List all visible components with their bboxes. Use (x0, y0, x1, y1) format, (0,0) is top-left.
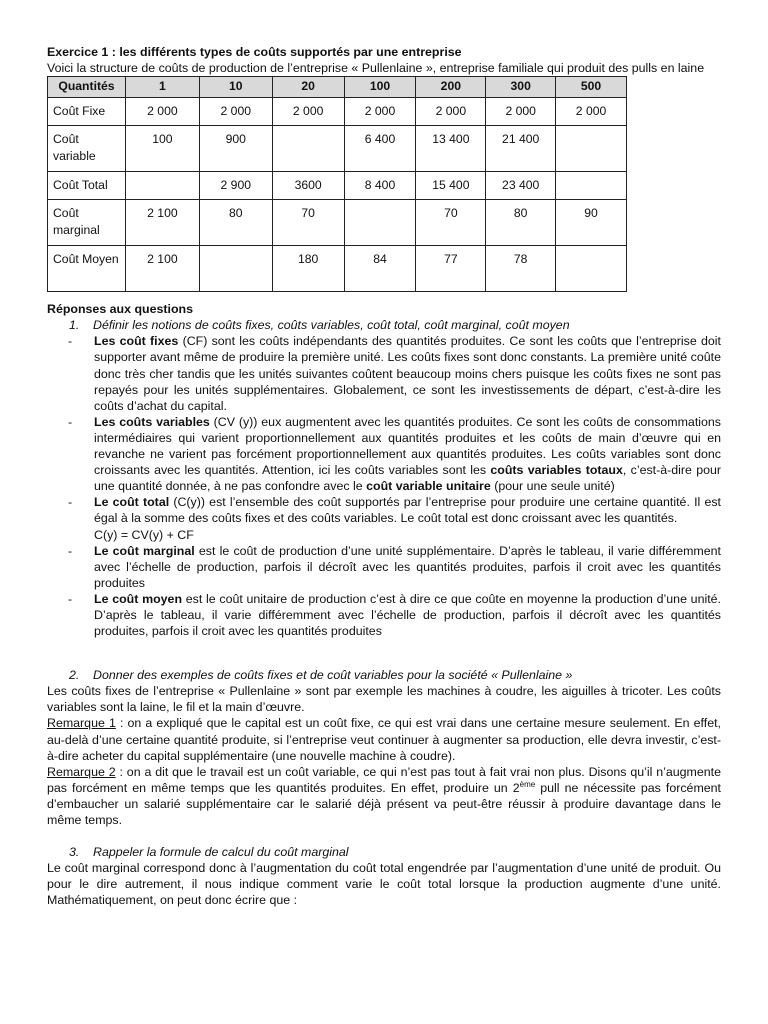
table-cell (344, 200, 416, 246)
remark-label: Remarque 1 (47, 716, 116, 731)
table-cell: 23 400 (486, 172, 556, 200)
definition-text: (C(y)) est l’ensemble des coût supportés par l’entreprise pour produire une certaine quantité. Il est égal à la somme des coûts fixes et des coûts variables. Le coût total est donc croissant avec les quantités. (94, 495, 721, 526)
costs-table (47, 76, 627, 292)
question-text: Définir les notions de coûts fixes, coûts variables, coût total, coût marginal, coût moyen (93, 318, 570, 333)
table-cell: 2 000 (486, 98, 556, 126)
definition-text: , c’est-à-dire pour une quantité donnée, à ne pas confondre avec le (94, 463, 721, 494)
table-cell: 2 000 (556, 98, 627, 126)
definition-text: est le coût de production d’une unité supplémentaire. D’après le tableau, il varie différemment avec l’échelle de production, parfois il décroît avec les quantités produites, parfois il croit avec les quantités produites (94, 543, 721, 590)
question-1 (47, 317, 721, 333)
table-cell: 900 (199, 126, 272, 172)
table-header-cell: 20 (272, 77, 344, 98)
document-page (47, 44, 721, 908)
list-item (47, 333, 721, 413)
superscript: ème (519, 779, 536, 789)
table-header-cell: 1 (125, 77, 199, 98)
table-row (48, 98, 627, 126)
table-cell: 70 (272, 200, 344, 246)
question-text: Donner des exemples de coûts fixes et de coût variables pour la société « Pullenlaine » (93, 668, 573, 683)
exercise-intro: Voici la structure de coûts de production de l’entreprise « Pullenlaine », entreprise familiale qui produit des pulls en laine (47, 61, 705, 76)
table-cell: 8 400 (344, 172, 416, 200)
definition-text: est le coût unitaire de production c’est à dire ce que coûte en moyenne la production d’une unité. D’après le tableau, il varie différemment avec l’échelle de production, parfois il décroît avec les quantités produites, parfois il croit avec les quantités produites (94, 591, 721, 639)
table-header-cell: 500 (556, 77, 627, 98)
bullet-dash: - (68, 495, 73, 510)
row-label: Coût Moyen (48, 246, 126, 292)
term: Le coût total (94, 495, 170, 510)
table-cell: 2 000 (344, 98, 416, 126)
table-cell: 78 (486, 246, 556, 292)
term: Les coût fixes (94, 334, 179, 349)
table-header-cell: 10 (199, 77, 272, 98)
table-cell: 77 (416, 246, 486, 292)
table-cell: 6 400 (344, 126, 416, 172)
question-number: 3. (69, 845, 80, 860)
table-cell (556, 126, 627, 172)
list-item (47, 494, 721, 542)
bullet-dash: - (68, 591, 73, 606)
emphasis: coût variable unitaire (366, 479, 491, 494)
bullet-dash: - (68, 414, 73, 429)
row-label: Coût marginal (48, 200, 126, 246)
table-cell: 2 100 (125, 200, 199, 246)
definition-text: (pour une seule unité) (490, 479, 615, 494)
table-header-cell: 100 (344, 77, 416, 98)
question-number: 2. (69, 668, 80, 683)
list-item (47, 543, 721, 591)
definition-text: (CF) sont les coûts indépendants des quantités produites. Ce sont les coûts que l’entreprise doit supporter avant même de produire la première unité. Les coûts fixes sont donc constants. La première unité coûte donc très cher tandis que les unités suivantes coûtent beaucoup moins chers puisque les coûts fixes ne sont pas repayés pour les unités supplémentaires. Globalement, ce sont les investissements de départ, c’est-à-dire les coûts d’achat du capital. (94, 334, 722, 413)
definitions-list (47, 333, 721, 639)
table-cell: 180 (272, 246, 344, 292)
table-row (48, 200, 627, 246)
remark-1 (47, 715, 721, 763)
answer-paragraph: Le coût marginal correspond donc à l’augmentation du coût total engendrée par l’augmentation d’une unité de produit. Ou pour le dire autrement, il nous indique comment varie le coût total lorsque la production augmente d’une unité. Mathématiquement, on peut donc écrire que : (47, 861, 721, 908)
table-header-cell: Quantités (48, 77, 126, 98)
table-cell: 13 400 (416, 126, 486, 172)
bullet-dash: - (68, 543, 73, 558)
formula: C(y) = CV(y) + CF (94, 527, 194, 542)
table-cell: 2 900 (199, 172, 272, 200)
question-2 (47, 667, 721, 683)
remark-text: pull ne nécessite pas forcément d’embaucher un salarié supplémentaire car le salarié déjà présent va peut-être réussir à produire davantage dans le même temps. (47, 780, 721, 827)
table-cell: 2 100 (125, 246, 199, 292)
table-cell (125, 172, 199, 200)
table-cell (272, 126, 344, 172)
question-number: 1. (69, 318, 80, 333)
term: Les coûts variables (94, 414, 210, 429)
table-header-row (48, 77, 627, 98)
exercise-title: Exercice 1 : les différents types de coûts supportés par une entreprise (47, 45, 462, 59)
remark-label: Remarque 2 (47, 764, 116, 779)
term: Le coût marginal (94, 543, 195, 558)
table-cell: 90 (556, 200, 627, 246)
term: Le coût moyen (94, 591, 183, 606)
bullet-dash: - (68, 334, 73, 349)
table-cell: 80 (486, 200, 556, 246)
table-cell: 3600 (272, 172, 344, 200)
table-cell: 80 (199, 200, 272, 246)
table-cell (556, 172, 627, 200)
table-cell (556, 246, 627, 292)
table-cell: 15 400 (416, 172, 486, 200)
table-header-cell: 300 (486, 77, 556, 98)
remark-text: : on a dit que le travail est un coût variable, ce qui n’est pas tout à fait vrai non plus. Disons qu’il n’augmente pas forcément en même temps que les quantités produites. En effet, produire un 2 (47, 764, 721, 795)
definition-text: (CV (y)) eux augmentent avec les quantités produites. Ce sont les coûts de consommations intermédiaires qui varient proportionnellement aux quantités produites et les coûts de main d’œuvre qui en revanche ne varient pas forcément proportionnellement aux quantités produites. Les coûts variables sont donc croissants avec les quantités. Attention, ici les coûts variables sont les (94, 414, 721, 478)
question-text: Rappeler la formule de calcul du coût marginal (93, 845, 349, 860)
table-cell: 100 (125, 126, 199, 172)
row-label: Coût Total (48, 172, 126, 200)
table-cell: 2 000 (272, 98, 344, 126)
row-label: Coût Fixe (48, 98, 126, 126)
list-item (47, 591, 721, 639)
table-cell: 70 (416, 200, 486, 246)
answers-heading: Réponses aux questions (47, 302, 193, 317)
remark-text: : on a expliqué que le capital est un coût fixe, ce qui est vrai dans une certaine mesure seulement. En effet, au-delà d’une certaine quantité produite, si l’entreprise veut continuer à augmenter sa production, elle devra investir, c’est-à-dire acheter du capital supplémentaire (une nouvelle machine à coudre). (47, 716, 721, 763)
table-row (48, 172, 627, 200)
table-row (48, 246, 627, 292)
remark-2 (47, 764, 721, 828)
table-cell: 2 000 (416, 98, 486, 126)
list-item (47, 414, 721, 494)
table-cell: 2 000 (199, 98, 272, 126)
answer-paragraph: Les coûts fixes de l’entreprise « Pullenlaine » sont par exemple les machines à coudre, les aiguilles à tricoter. Les coûts variables sont la laine, le fil et la main d’œuvre. (47, 684, 721, 715)
emphasis: coûts variables totaux (490, 463, 623, 478)
table-header-cell: 200 (416, 77, 486, 98)
table-cell: 21 400 (486, 126, 556, 172)
table-row (48, 126, 627, 172)
table-cell: 2 000 (125, 98, 199, 126)
table-cell: 84 (344, 246, 416, 292)
table-cell (199, 246, 272, 292)
row-label: Coût variable (48, 126, 126, 172)
question-3 (47, 844, 721, 860)
